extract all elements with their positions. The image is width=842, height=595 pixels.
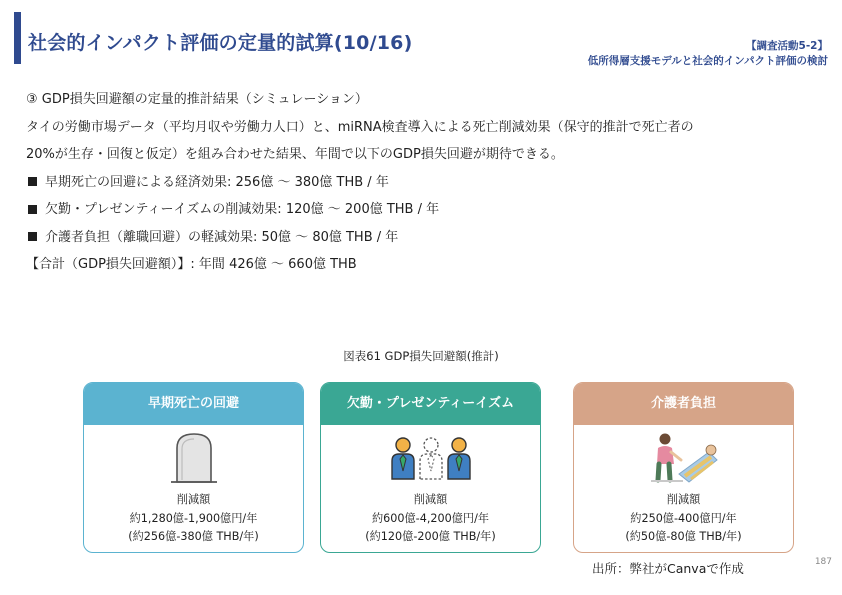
card-body: [574, 491, 793, 547]
bullet-square-icon: [28, 232, 37, 241]
bullet-text: 欠勤・プレゼンティーイズムの削減効果: 120億 ～ 200億 THB / 年: [45, 202, 440, 217]
page-title: 社会的インパクト評価の定量的試算(10/16): [28, 32, 413, 54]
card-amount-jpy: 約1,280億-1,900億円/年: [129, 511, 258, 525]
page-number: 187: [814, 557, 832, 567]
card-body: [321, 491, 540, 547]
title-accent-bar: [14, 12, 21, 64]
body-text: [26, 86, 826, 279]
intro-line-2: 20%が生存・回復と仮定）を組み合わせた結果、年間で以下のGDP損失回避が期待できる。: [26, 147, 564, 162]
intro-line-1: タイの労働市場データ（平均月収や労働力人口）と、miRNA検査導入による死亡削減効果（保守的推計で死亡者の: [26, 119, 694, 135]
bullet-item: [26, 169, 826, 197]
bullet-item: [26, 224, 826, 252]
tombstone-icon: [84, 425, 303, 491]
card-absenteeism: [320, 382, 541, 553]
activity-label: 【調査活動5-2】: [746, 40, 828, 52]
card-amount-thb: (約50億-80億 THB/年): [625, 530, 742, 543]
bullet-text: 介護者負担（離職回避）の軽減効果: 50億 ～ 80億 THB / 年: [45, 229, 399, 245]
workers-icon: [321, 425, 540, 491]
page-subtitle: 低所得層支援モデルと社会的インパクト評価の検討: [587, 55, 828, 67]
card-body: [84, 491, 303, 547]
card-amount-thb: (約120億-200億 THB/年): [365, 530, 496, 543]
card-early-death: [83, 382, 304, 553]
card-amount-thb: (約256億-380億 THB/年): [128, 530, 259, 543]
header-info: [588, 39, 828, 69]
total-line: 【合計（GDP損失回避額）】: 年間 426億 ～ 660億 THB: [26, 257, 357, 272]
card-caregiver-burden: [573, 382, 794, 553]
card-title: 欠勤・プレゼンティーイズム: [321, 383, 540, 425]
figure-caption: 図表61 GDP損失回避額(推計): [343, 349, 499, 363]
card-label: 削減額: [176, 493, 211, 506]
caregiver-icon: [574, 425, 793, 491]
section-heading: ③ GDP損失回避額の定量的推計結果（シミュレーション）: [26, 92, 368, 107]
bullet-item: [26, 196, 826, 224]
card-title: 早期死亡の回避: [84, 383, 303, 425]
card-title: 介護者負担: [574, 383, 793, 425]
card-label: 削減額: [666, 493, 701, 506]
card-amount-jpy: 約600億-4,200億円/年: [371, 511, 490, 525]
card-amount-jpy: 約250億-400億円/年: [630, 511, 737, 525]
bullet-square-icon: [28, 177, 37, 186]
source-note: 出所：弊社がCanvaで作成: [592, 561, 744, 576]
bullet-text: 早期死亡の回避による経済効果: 256億 ～ 380億 THB / 年: [45, 174, 389, 190]
card-label: 削減額: [413, 493, 448, 506]
bullet-square-icon: [28, 205, 37, 214]
